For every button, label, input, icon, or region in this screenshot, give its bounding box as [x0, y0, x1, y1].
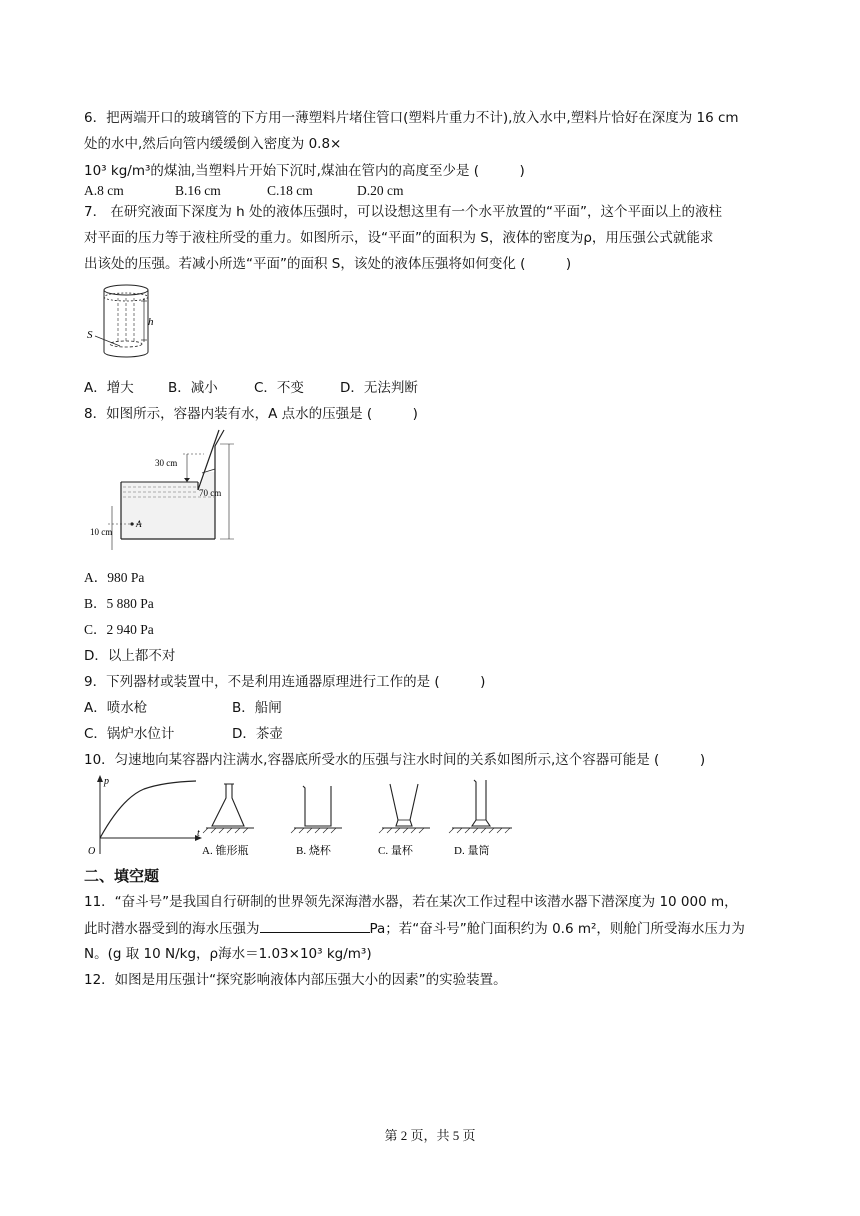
q10-measuring-cup — [379, 784, 430, 833]
q12-line1: 12．如图是用压强计“探究影响液体内部压强大小的因素”的实验装置。 — [84, 972, 507, 988]
q6-options — [84, 181, 404, 201]
q8-point-a-label: A — [136, 519, 142, 529]
q10-label-b: B. 烧杯 — [296, 845, 331, 857]
q10-conical-flask — [203, 784, 254, 833]
q6-line3: 10³ kg/m³的煤油,当塑料片开始下沉时,煤油在管内的高度至少是 ( ) — [84, 163, 525, 179]
q11-line2-part1: 此时潜水器受到的海水压强为 — [84, 921, 260, 937]
q8-option-b: B．5 880 Pa — [84, 596, 154, 611]
page-footer: 第 2 页，共 5 页 — [384, 1128, 476, 1143]
q8-option-c: C．2 940 Pa — [84, 622, 154, 637]
q8-option-a: A．980 Pa — [84, 570, 145, 585]
q10-label-a: A. 锥形瓶 — [202, 845, 249, 857]
q9-options-row1 — [84, 698, 282, 718]
q9-options-row2 — [84, 724, 283, 744]
q7-options — [84, 378, 418, 398]
q8-option-d: D．以上都不对 — [84, 648, 176, 664]
q7-line2: 对平面的压力等于液柱所受的重力。如图所示，设“平面”的面积为 S，液体的密度为ρ，用压强公式就能求 — [84, 230, 714, 246]
q9-option-a: A．喷水枪 — [84, 700, 148, 716]
q6-option-b: B.16 cm — [175, 183, 221, 198]
q7-line1: 7． 在研究液面下深度为 h 处的液体压强时，可以设想这里有一个水平放置的“平面”，这个平面以上的液柱 — [84, 204, 723, 220]
q10-axis-t: t — [197, 828, 200, 839]
q7-line3: 出该处的压强。若减小所选“平面”的面积 S，该处的液体压强将如何变化 ( ) — [84, 256, 572, 272]
q10-label-d: D. 量筒 — [454, 845, 490, 857]
q8-point-a-marker — [130, 522, 133, 525]
q6-line2: 处的水中,然后向管内缓缓倒入密度为 0.8× — [84, 136, 342, 152]
q6-line1: 6．把两端开口的玻璃管的下方用一薄塑料片堵住管口(塑料片重力不计),放入水中,塑料片恰好在深度为 16 cm — [84, 110, 739, 126]
q11-line1: 11．“奋斗号”是我国自行研制的世界领先深海潜水器，若在某次工作过程中该潜水器下潜深度为 10 000 m， — [84, 894, 738, 910]
q11-blank-pressure[interactable] — [260, 918, 370, 933]
q9-option-d: D．茶壶 — [232, 726, 283, 742]
q9-line1: 9．下列器材或装置中，不是利用连通器原理进行工作的是 ( ) — [84, 674, 486, 690]
q10-graduated-cylinder — [449, 780, 512, 833]
q10-beaker — [291, 786, 342, 833]
q6-option-a: A.8 cm — [84, 183, 124, 198]
q7-option-a: A．增大 — [84, 380, 134, 396]
section2-title: 二、填空题 — [84, 867, 160, 885]
q11-line2-part2: Pa；若“奋斗号”舱门面积约为 0.6 m²，则舱门所受海水压力为 — [369, 921, 745, 937]
q11-line3: N。(g 取 10 N/kg，ρ海水＝1.03×10³ kg/m³) — [84, 946, 372, 962]
q10-line1: 10．匀速地向某容器内注满水,容器底所受水的压强与注水时间的关系如图所示,这个容器可能是 ( ) — [84, 752, 706, 768]
q6-option-d: D.20 cm — [357, 183, 404, 198]
q8-label-10cm: 10 cm — [90, 527, 113, 537]
q7-s-label: S — [87, 329, 93, 341]
q10-origin: O — [88, 846, 96, 857]
q8-label-70cm: 70 cm — [199, 488, 222, 498]
q10-axis-p: p — [104, 776, 109, 787]
q9-option-b: B．船闸 — [232, 700, 282, 716]
q7-option-d: D．无法判断 — [340, 380, 418, 396]
q8-line1: 8．如图所示，容器内装有水，A 点水的压强是 ( ) — [84, 406, 418, 422]
q6-option-c: C.18 cm — [267, 183, 313, 198]
q8-container-figure — [84, 426, 244, 554]
q8-label-30cm: 30 cm — [155, 458, 178, 468]
q7-h-label: h — [148, 316, 154, 328]
q7-cylinder-figure — [84, 282, 174, 368]
q11-line2 — [84, 918, 745, 939]
q10-label-c: C. 量杯 — [378, 845, 413, 857]
q9-option-c: C．锅炉水位计 — [84, 726, 175, 742]
q7-option-c: C．不变 — [254, 380, 304, 396]
q7-option-b: B．减小 — [168, 380, 218, 396]
q10-figure — [84, 772, 524, 860]
